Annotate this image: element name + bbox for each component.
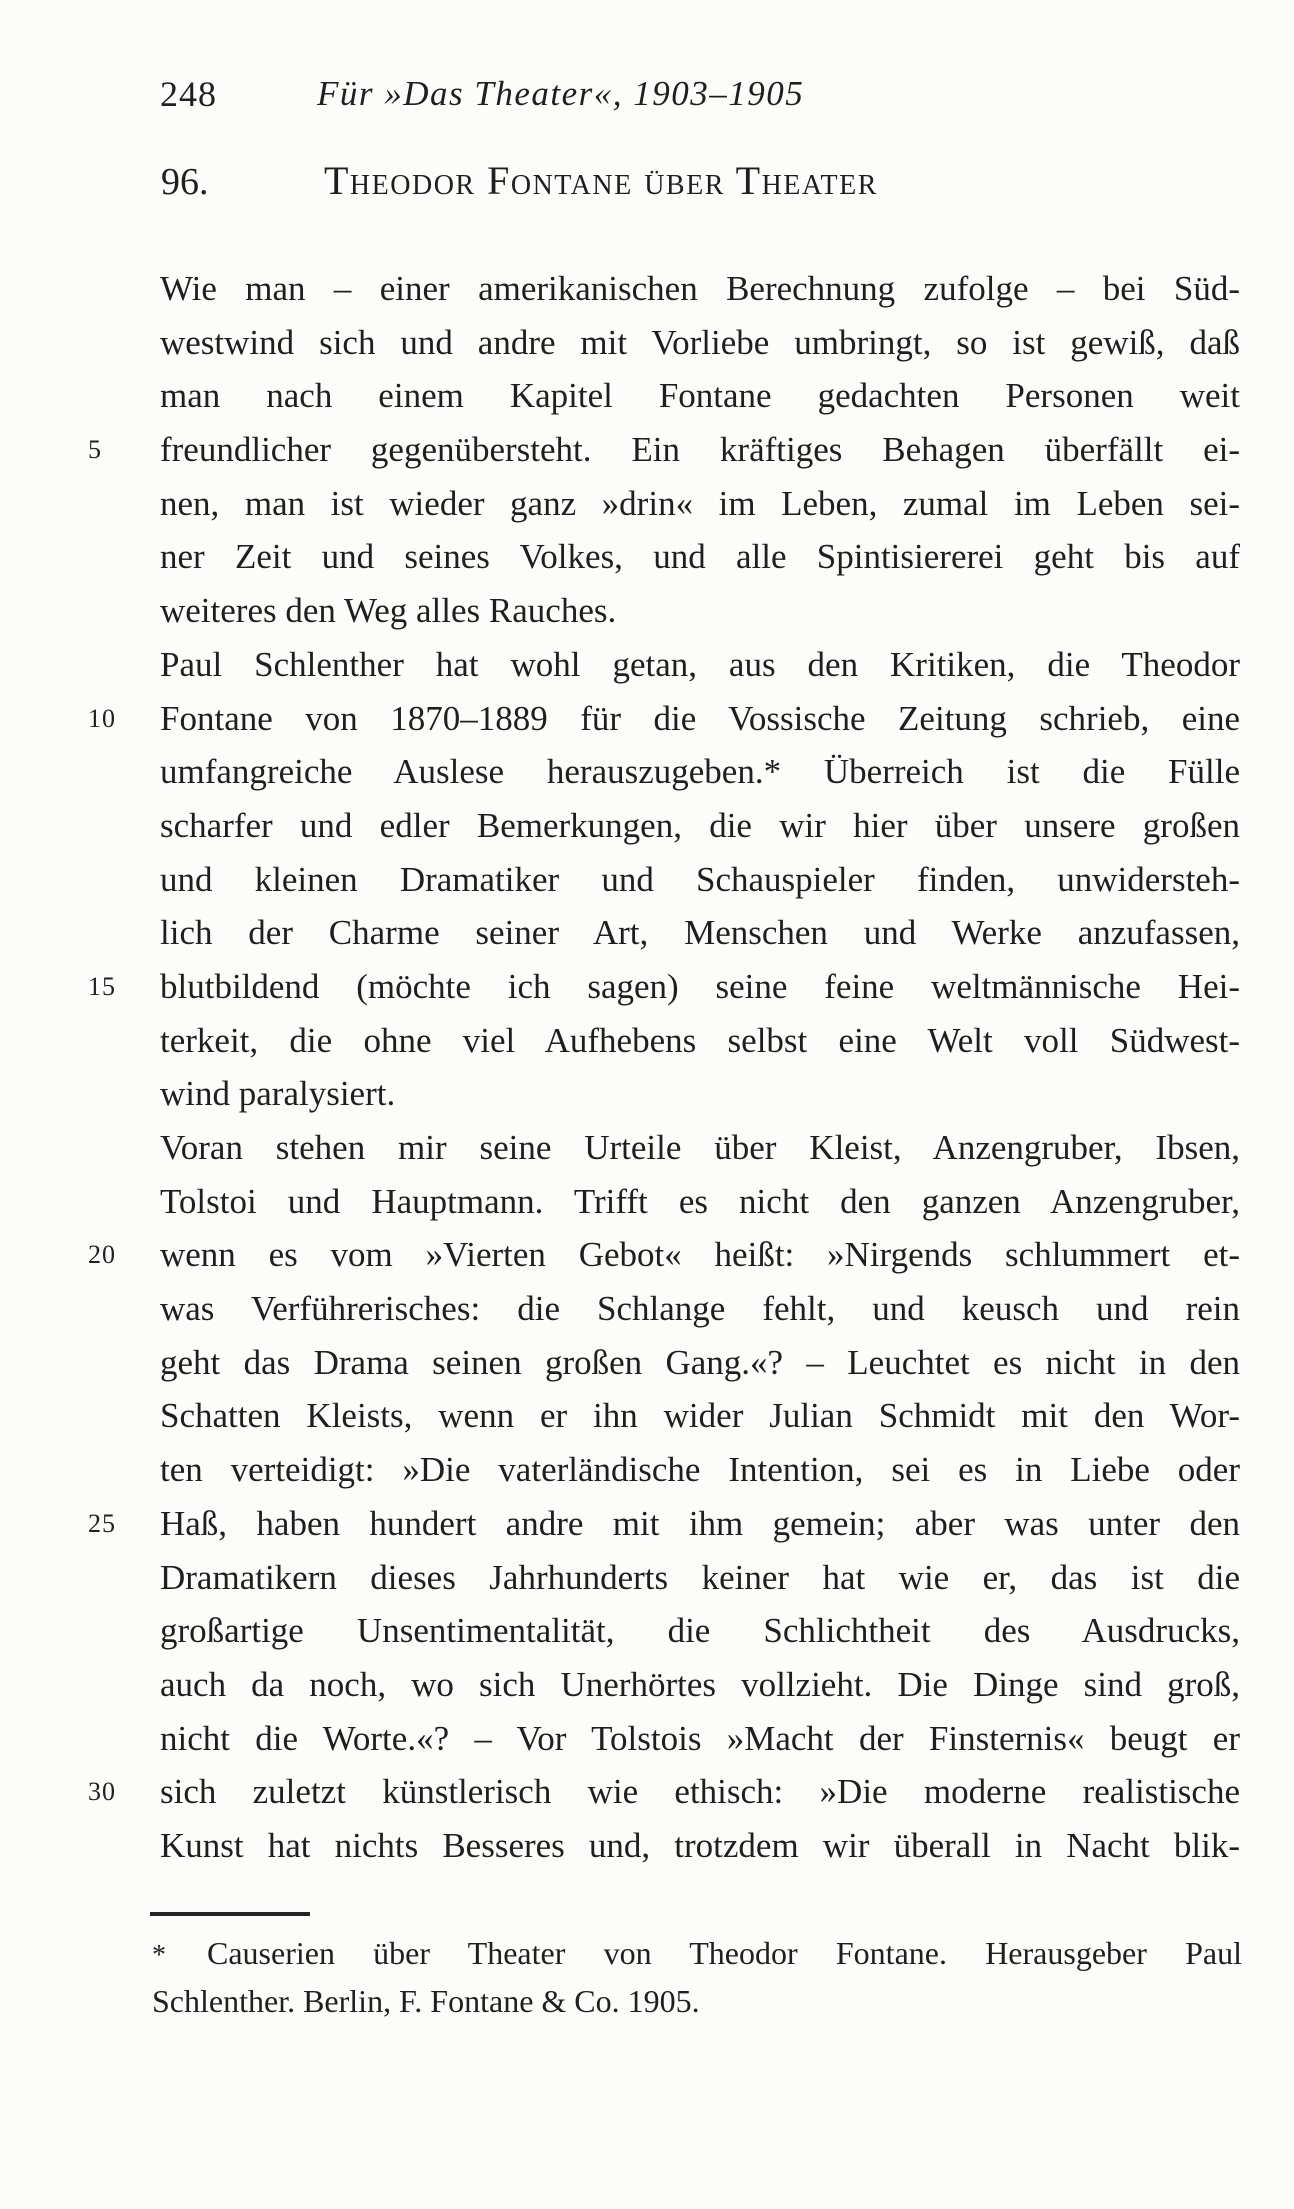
page-number: 248 xyxy=(160,74,217,114)
body-line: nicht die Worte.«? – Vor Tolstois »Macht der Finsternis« beugt er xyxy=(160,1718,1240,1758)
footnote-line-2: Schlenther. Berlin, F. Fontane & Co. 1905. xyxy=(152,1982,700,2019)
body-line: umfangreiche Auslese herauszugeben.* Überreich ist die Fülle xyxy=(160,752,1240,792)
body-line: Wie man – einer amerikanischen Berechnung zufolge – bei Süd- xyxy=(160,269,1240,308)
body-line: sich zuletzt künstlerisch wie ethisch: »Die moderne realistische 30 xyxy=(160,1765,1240,1819)
body-line: und kleinen Dramatiker und Schauspieler finden, unwidersteh- xyxy=(160,859,1240,899)
body-line: Schatten Kleists, wenn er ihn wider Julian Schmidt mit den Wor- xyxy=(160,1396,1240,1436)
line-number: 25 xyxy=(88,1508,116,1538)
body-line: man nach einem Kapitel Fontane gedachten Personen weit xyxy=(160,376,1240,416)
body-text xyxy=(88,262,1240,1873)
line-number: 5 xyxy=(88,435,102,465)
section-number: 96. xyxy=(161,161,209,203)
line-number: 15 xyxy=(88,971,116,1001)
body-line: freundlicher gegenübersteht. Ein kräftiges Behagen überfällt ei- 5 xyxy=(160,423,1240,477)
line-number: 30 xyxy=(88,1777,116,1807)
body-line: wenn es vom »Vierten Gebot« heißt: »Nirgends schlummert et- 20 xyxy=(160,1228,1240,1282)
body-line: Voran stehen mir seine Urteile über Kleist, Anzengruber, Ibsen, xyxy=(160,1128,1240,1167)
body-line: nen, man ist wieder ganz »drin« im Leben, zumal im Leben sei- xyxy=(160,483,1240,523)
body-line: auch da noch, wo sich Unerhörtes vollzieht. Die Dinge sind groß, xyxy=(160,1664,1240,1704)
body-line: westwind sich und andre mit Vorliebe umbringt, so ist gewiß, daß xyxy=(160,322,1240,362)
line-number: 10 xyxy=(88,703,116,733)
footnote-line-1 xyxy=(152,1931,1242,1979)
body-line: wind paralysiert. xyxy=(160,1074,396,1114)
body-line: scharfer und edler Bemerkungen, die wir hier über unsere großen xyxy=(160,805,1240,845)
body-line: was Verführerisches: die Schlange fehlt, und keusch und rein xyxy=(160,1289,1240,1329)
body-line: Paul Schlenther hat wohl getan, aus den Kritiken, die Theodor xyxy=(160,644,1240,684)
body-line: blutbildend (möchte ich sagen) seine feine weltmännische Hei- 15 xyxy=(160,960,1240,1014)
body-line: lich der Charme seiner Art, Menschen und Werke anzufassen, xyxy=(160,913,1240,953)
section-title: Theodor Fontane über Theater xyxy=(324,158,878,203)
body-line: ten verteidigt: »Die vaterländische Intention, sei es in Liebe oder xyxy=(160,1450,1240,1490)
body-line: ner Zeit und seines Volkes, und alle Spintisiererei geht bis auf xyxy=(160,537,1240,577)
body-line: Tolstoi und Hauptmann. Trifft es nicht den ganzen Anzengruber, xyxy=(160,1181,1240,1221)
line-number: 20 xyxy=(88,1240,116,1270)
body-line: geht das Drama seinen großen Gang.«? – Leuchtet es nicht in den xyxy=(160,1342,1240,1382)
body-line: Kunst hat nichts Besseres und, trotzdem wir überall in Nacht blik- xyxy=(160,1825,1240,1865)
footnote-marker: * xyxy=(152,1940,166,1971)
running-title: Für »Das Theater«, 1903–1905 xyxy=(317,74,805,113)
body-line: Fontane von 1870–1889 für die Vossische Zeitung schrieb, eine 10 xyxy=(160,692,1240,746)
footnote xyxy=(152,1931,1242,2024)
footnote-rule xyxy=(150,1912,310,1916)
footnote-text: Causerien über Theater von Theodor Fontane. Herausgeber Paul xyxy=(207,1935,1242,1971)
body-line: Haß, haben hundert andre mit ihm gemein; aber was unter den 25 xyxy=(160,1497,1240,1551)
body-line: großartige Unsentimentalität, die Schlichtheit des Ausdrucks, xyxy=(160,1611,1240,1651)
body-line: terkeit, die ohne viel Aufhebens selbst eine Welt voll Südwest- xyxy=(160,1020,1240,1060)
body-line: Dramatikern dieses Jahrhunderts keiner hat wie er, das ist die xyxy=(160,1557,1240,1597)
body-line: weiteres den Weg alles Rauches. xyxy=(160,591,617,631)
